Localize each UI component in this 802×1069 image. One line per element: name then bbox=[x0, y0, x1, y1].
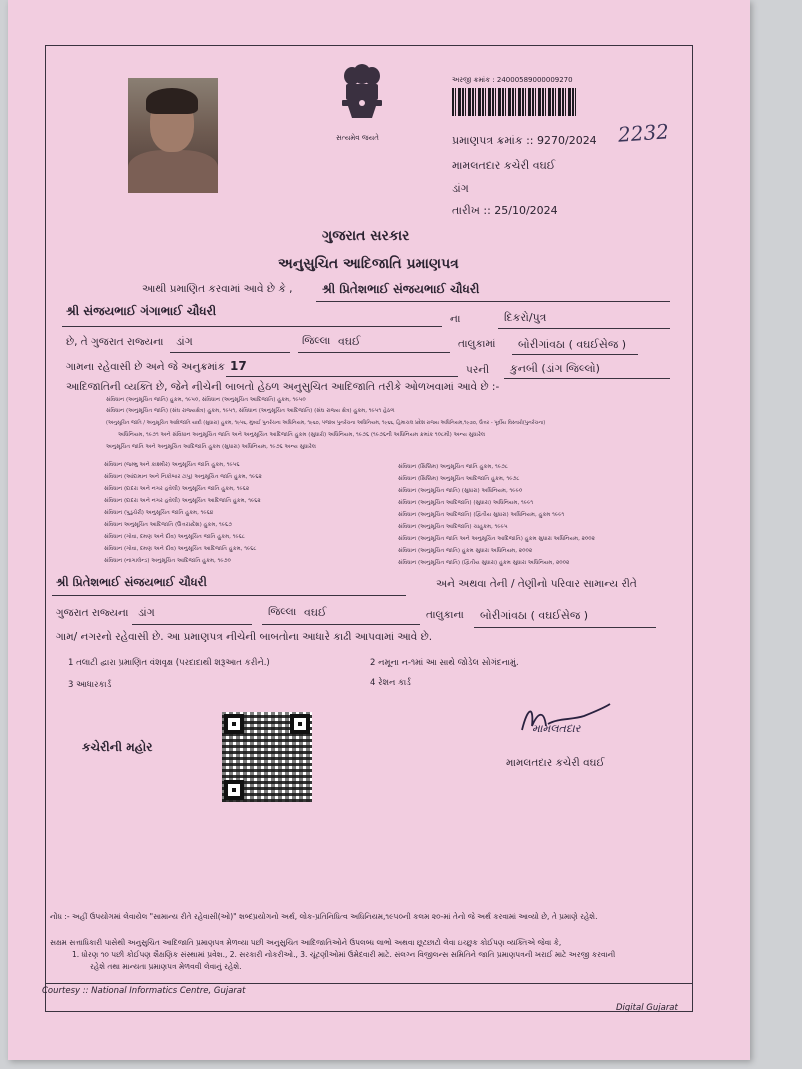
issuing-office: મામલતદાર કચેરી વઘઈ bbox=[452, 159, 556, 172]
residence-taluka-label: તાલુકાના bbox=[426, 609, 464, 621]
courtesy-text: Courtesy :: National Informatics Centre, Gujarat bbox=[42, 986, 246, 996]
order-left: સંવિધાન (નાગાલેન્ડ) અનુસૂચિત આદિજાતિ હુકમ, ૧૯૭૦ bbox=[104, 558, 231, 564]
office-seal: કચેરીની મહોર bbox=[82, 740, 153, 754]
order-left: સંવિધાન અનુસૂચિત આદિજાતિ (ઉત્તરપ્રદેશ) હુકમ, ૧૯૬૭ bbox=[104, 522, 233, 528]
order-line: અનુસૂચિત જાતિ અને અનુસૂચિત આદિજાતિ હુકમ (સુધારા) અધિનિયમ, ૧૯૭૬ અન્ય સુધારેલ bbox=[106, 444, 316, 450]
order-right: સંવિધાન (અનુસૂચિત આદિજાતિ) ચાહુકમ, ૧૯૯૫ bbox=[398, 524, 508, 530]
father-name: શ્રી સંજયભાઈ ગંગાભાઈ ચૌધરી bbox=[66, 304, 217, 318]
order-right: સંવિધાન (સિક્કિમ) અનુસૂચિત જાતિ હુકમ, ૧૯૭૮ bbox=[398, 464, 508, 470]
order-left: સંવિધાન (પુડુચેરી) અનુસૂચિત જાતિ હુકમ, ૧૯૬૪ bbox=[104, 510, 214, 516]
application-number: અરજી ક્રમાંક : 24000589000009270 bbox=[452, 76, 573, 84]
family-text: અને અથવા તેની / તેણીનો પરિવાર સામાન્ય રીતે bbox=[436, 578, 637, 590]
residence-state-text: ગુજરાત રાજ્યના bbox=[56, 607, 129, 619]
barcode bbox=[452, 88, 576, 116]
note-line: 1. ધોરણ ૧૦ પછી કોઈપણ શૈક્ષણિક સંસ્થામાં પ્રવેશ., 2. સરકારી નોકરીઓ., 3. ચૂંટણીઓમાં ઉમેદવારી માટે. સંલગ્ન વિજીલન્સ સમિતિને જાતિ પ્રમાણપત્રની ખરાઈ માટે અરજી કરવાની bbox=[72, 950, 616, 959]
issuing-district: ડાંગ bbox=[452, 182, 469, 195]
residence-district: ડાંગ bbox=[138, 606, 155, 619]
order-line: સંવિધાન (અનુસૂચિત જાતિ) હુકમ, ૧૯૫૦, સંવિધાન (અનુસૂચિત આદિજાતિ) હુકમ, ૧૯૫૦ bbox=[106, 397, 306, 403]
district-value: ડાંગ bbox=[176, 335, 193, 348]
signature-text: મામલતદાર bbox=[532, 722, 581, 735]
order-right: સંવિધાન (અનુસૂચિત જાતિ અને અનુસૂચિત આદિજાતિ) હુકમ સુધારા અધિનિયમ, ૨૦૦૨ bbox=[398, 536, 595, 542]
document-item: 4 રેશન કાર્ડ bbox=[370, 678, 411, 688]
document-item: 2 નમૂના ન-૧માં આ સાથે જોડેલ સોગંદનામું. bbox=[370, 658, 519, 668]
applicant-photo bbox=[128, 78, 218, 193]
village-text: ગામના રહેવાસી છે અને જે અનુક્રમાંક bbox=[66, 361, 225, 373]
residence-district-label: જિલ્લા bbox=[268, 606, 297, 618]
order-right: સંવિધાન (અનુસૂચિત આદિજાતિ) (દ્વિતીય સુધારા) અધિનિયમ, હુકમ ૧૯૯૧ bbox=[398, 512, 565, 518]
district-label: જિલ્લા bbox=[302, 335, 331, 347]
order-right: સંવિધાન (અનુસૂચિત આદિજાતિ) (સુધારા) અધિનિયમ, ૧૯૯૧ bbox=[398, 500, 534, 506]
residence-person-name: શ્રી પ્રિતેશભાઈ સંજયભાઈ ચૌધરી bbox=[56, 575, 207, 589]
note-line: રહેશે તથા માન્યતા પ્રમાણપત્ર મેળવવી લેવાનું રહેશે. bbox=[90, 962, 242, 971]
government-title: ગુજરાત સરકાર bbox=[322, 228, 410, 244]
residence-taluka: વઘઈ bbox=[304, 606, 327, 619]
order-left: સંવિધાન (ગોવા, દમણ અને દીવ) અનુસૂચિત જાતિ હુકમ, ૧૯૬૮ bbox=[104, 534, 245, 540]
order-right: સંવિધાન (સિક્કિમ) અનુસૂચિત આદિજાતિ હુકમ, ૧૯૭૮ bbox=[398, 476, 520, 482]
order-right: સંવિધાન (અનુસૂચિત જાતિ) (સુધારા) અધિનિયમ, ૧૯૯૦ bbox=[398, 488, 523, 494]
order-right: સંવિધાન (અનુસૂચિત જાતિ) (દ્વિતીય સુધારા) હુકમ સુધારા અધિનિયમ, ૨૦૦૨ bbox=[398, 560, 570, 566]
handwritten-number: 2232 bbox=[617, 119, 670, 147]
tribe-name: કુનબી (ડાંગ જિલ્લો) bbox=[510, 362, 600, 375]
order-line: અધિનિયમ, ૧૯૭૧ અને સંવિધાન અનુસૂચિત જાતિ અને અનુસૂચિત આદિજાતિ હુકમ (સુધારો) અધિનિયમ, ૧૯૭૬ (૧૯૭૬ની અધિનિયમ ક્રમાંક ૧૦૮મી) અન્ય સુધારેલ bbox=[118, 432, 486, 438]
state-emblem-icon bbox=[334, 62, 390, 132]
par-text: પરની bbox=[466, 364, 490, 376]
issue-date: તારીખ :: 25/10/2024 bbox=[452, 204, 558, 217]
order-right: સંવિધાન (અનુસૂચિત જાતિ) હુકમ સુધારા અધિનિયમ, ૨૦૦૨ bbox=[398, 548, 533, 554]
residence-village: બોરીગાંવઠા ( વઘઈસેજ ) bbox=[480, 609, 589, 622]
document-item: 3 આધારકાર્ડ bbox=[68, 680, 112, 690]
certificate-number: પ્રમાણપત્ર ક્રમાંક :: 9270/2024 bbox=[452, 134, 597, 147]
of-text: ના bbox=[450, 313, 461, 325]
order-left: સંવિધાન (દાદરા અને નગર હવેલી) અનુસૂચિત આદિજાતિ હુકમ, ૧૯૬૨ bbox=[104, 498, 261, 504]
state-text: છે, તે ગુજરાત રાજ્યના bbox=[66, 336, 164, 348]
document-item: 1 તલાટી દ્વારા પ્રમાણિત વંશવૃક્ષ (પરદાદાથી શરૂઆત કરીને.) bbox=[68, 658, 270, 668]
serial-number: 17 bbox=[230, 359, 247, 373]
note-line: સક્ષમ સત્તાધિકારી પાસેથી અનુસુચિત આદિજાતિ પ્રમાણપત્ર મેળવ્યા પછી અનુસુચિત આદિજાતિઓને ઉપલબ્ધ લાભો અથવા છૂટછાટો લેવા ઇચ્છુક કોઈપણ વ્યક્તિએ જેવા કે, bbox=[50, 938, 562, 947]
order-left: સંવિધાન (આંદામાન અને નિકોબાર ટાપુ) અનુસૂચિત જાતિ હુકમ, ૧૯૬૨ bbox=[104, 474, 262, 480]
order-line: (અનુસૂચિત જાતિ / અનુસૂચિત આદિજાતિ યાદી (સુધારા) હુકમ, ૧૯૫૬, મુંબઈ પુનર્રચના અધિનિયમ, ૧૯૬૦, પંજાબ પુનર્રચના અધિનિયમ, ૧૯૬૬, હિમાચલ પ્રદેશ રાજ્ય અધિનિયમ,૧૯૭૦, ઉત્તર - પૂર્વીય વિસ્તારો(પુનર્રચના) bbox=[106, 420, 546, 426]
note-line: નોંધ :- અહીં ઉપયોગમાં લેવાયેલ "સામાન્ય રીતે રહેવાસી(ઓ)" શબ્દપ્રયોગનો અર્થ, લોક-પ્રતિનિધિત્વ અધિનિયમ,૧૯૫૦ની કલમ ૨૦-માં તેનો જે અર્થ કરવામાં આવ્યો છે, તે પ્રમાણે રહેશે. bbox=[50, 912, 598, 921]
order-left: સંવિધાન (ગોવા, દમણ અને દીવ) અનુસૂચિત આદિજાતિ હુકમ, ૧૯૬૮ bbox=[104, 546, 257, 552]
taluka-value: વઘઈ bbox=[338, 335, 361, 348]
signatory-office: મામલતદાર કચેરી વઘઈ bbox=[506, 757, 605, 769]
qr-code bbox=[222, 712, 312, 802]
order-left: સંવિધાન (જમ્મુ અને કાશ્મીર) અનુસૂચિત જાતિ હુકમ, ૧૯૫૬ bbox=[104, 462, 240, 468]
recognition-text: આદિજાતિની વ્યક્તિ છે, જેને નીચેની બાબતો હેઠળ અનુસુચિત આદિજાતિ તરીકે ઓળખવામાં આવે છે :- bbox=[66, 381, 500, 393]
relation: દિકરો/પુત્ર bbox=[504, 311, 547, 324]
certify-text: આથી પ્રમાણિત કરવામાં આવે છે કે , bbox=[142, 283, 293, 295]
order-line: સંવિધાન (અનુસૂચિત જાતિ) (સંઘ રાજ્યક્ષેત્ર) હુકમ, ૧૯૫૧, સંવિધાન (અનુસૂચિત આદિજાતિ) (સંઘ રાજ્ય ક્ષેત્ર) હુકમ, ૧૯૫૧ હેઠળ bbox=[106, 408, 395, 414]
order-left: સંવિધાન (દાદરા અને નગર હવેલી) અનુસૂચિત જાતિ હુકમ, ૧૯૬૨ bbox=[104, 486, 250, 492]
person-name: શ્રી પ્રિતેશભાઈ સંજયભાઈ ચૌધરી bbox=[322, 282, 480, 296]
emblem-caption: સત્યમેવ જયતે bbox=[336, 134, 379, 142]
taluka-label: તાલુકામાં bbox=[458, 338, 496, 350]
digital-gujarat-text: Digital Gujarat bbox=[616, 1003, 678, 1013]
basis-text: ગામ/ નગરનો રહેવાસી છે. આ પ્રમાણપત્ર નીચેની બાબતોના આધારે કાઢી આપવામાં આવે છે. bbox=[56, 631, 433, 643]
village-name: બોરીગાંવઠા ( વઘઈસેજ ) bbox=[518, 338, 627, 351]
certificate-title: અનુસુચિત આદિજાતિ પ્રમાણપત્ર bbox=[278, 256, 459, 272]
